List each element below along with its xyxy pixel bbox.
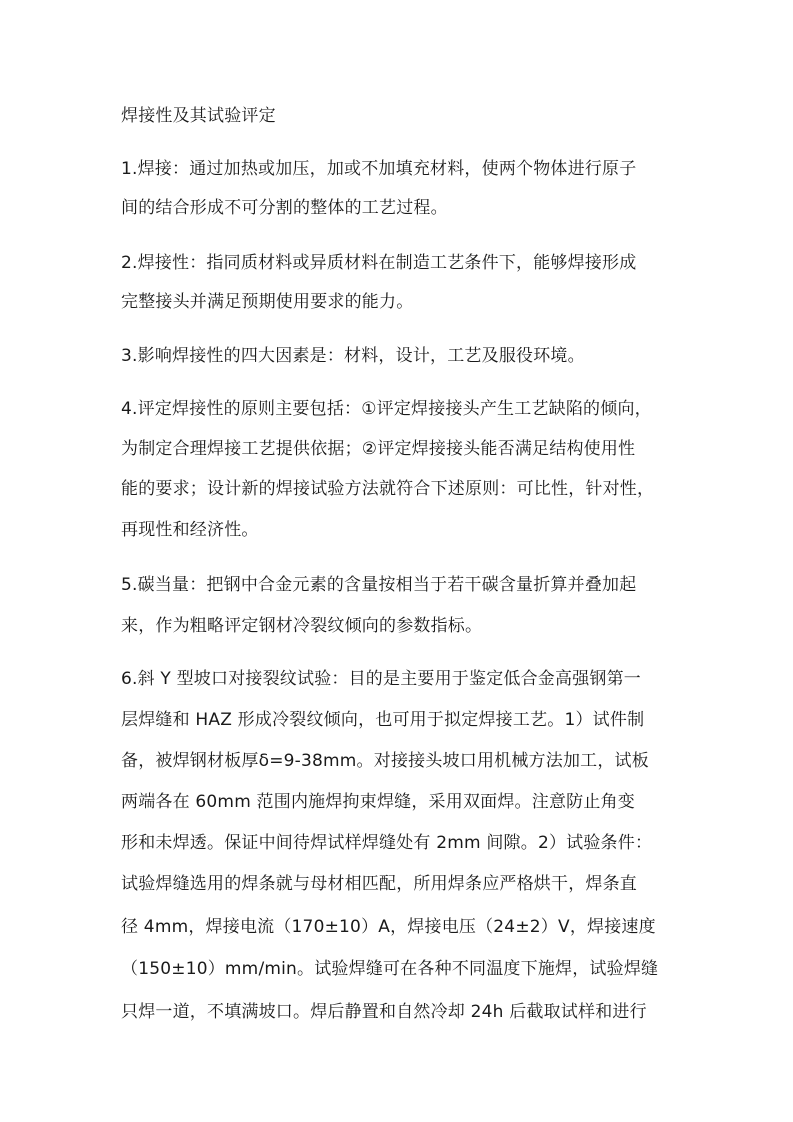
paragraph-line: 间的结合形成不可分割的整体的工艺过程。 bbox=[121, 198, 448, 218]
paragraph-line: 1.焊接：通过加热或加压，加或不加填充材料，使两个物体进行原子 bbox=[121, 159, 637, 179]
paragraph-line: 形和未焊透。保证中间待焊试样焊缝处有 2mm 间隙。2）试验条件： bbox=[121, 833, 653, 853]
paragraph-line: 能的要求；设计新的焊接试验方法就符合下述原则：可比性，针对性， bbox=[121, 479, 655, 499]
paragraph-line: 3.影响焊接性的四大因素是：材料，设计，工艺及服役环境。 bbox=[121, 346, 585, 366]
paragraph-line: 只焊一道，不填满坡口。焊后静置和自然冷却 24h 后截取试样和进行 bbox=[121, 1002, 647, 1022]
paragraph-line: 5.碳当量：把钢中合金元素的含量按相当于若干碳含量折算并叠加起 bbox=[121, 575, 637, 595]
paragraph-line: 再现性和经济性。 bbox=[121, 520, 259, 540]
paragraph-line: 两端各在 60mm 范围内施焊拘束焊缝，采用双面焊。注意防止角变 bbox=[121, 792, 635, 812]
paragraph-line: 完整接头并满足预期使用要求的能力。 bbox=[121, 292, 414, 312]
paragraph-line: 试验焊缝选用的焊条就与母材相匹配，所用焊条应严格烘干，焊条直 bbox=[121, 874, 637, 894]
paragraph-line: 为制定合理焊接工艺提供依据；②评定焊接接头能否满足结构使用性 bbox=[121, 439, 636, 459]
paragraph-line: 来，作为粗略评定钢材冷裂纹倾向的参数指标。 bbox=[121, 616, 483, 636]
paragraph-line: （150±10）mm/min。试验焊缝可在各种不同温度下施焊，试验焊缝 bbox=[121, 959, 659, 979]
paragraph-line: 4.评定焊接性的原则主要包括：①评定焊接接头产生工艺缺陷的倾向， bbox=[121, 399, 652, 419]
paragraph-line: 备，被焊钢材板厚δ=9-38mm。对接接头坡口用机械方法加工，试板 bbox=[121, 751, 649, 771]
paragraph-line: 2.焊接性：指同质材料或异质材料在制造工艺条件下，能够焊接形成 bbox=[121, 253, 637, 273]
paragraph-line: 6.斜 Y 型坡口对接裂纹试验：目的是主要用于鉴定低合金高强钢第一 bbox=[121, 669, 642, 689]
paragraph-line: 径 4mm，焊接电流（170±10）A，焊接电压（24±2）V，焊接速度 bbox=[121, 917, 656, 937]
paragraph-line: 层焊缝和 HAZ 形成冷裂纹倾向，也可用于拟定焊接工艺。1）试件制 bbox=[121, 710, 645, 730]
document-title: 焊接性及其试验评定 bbox=[121, 106, 276, 126]
